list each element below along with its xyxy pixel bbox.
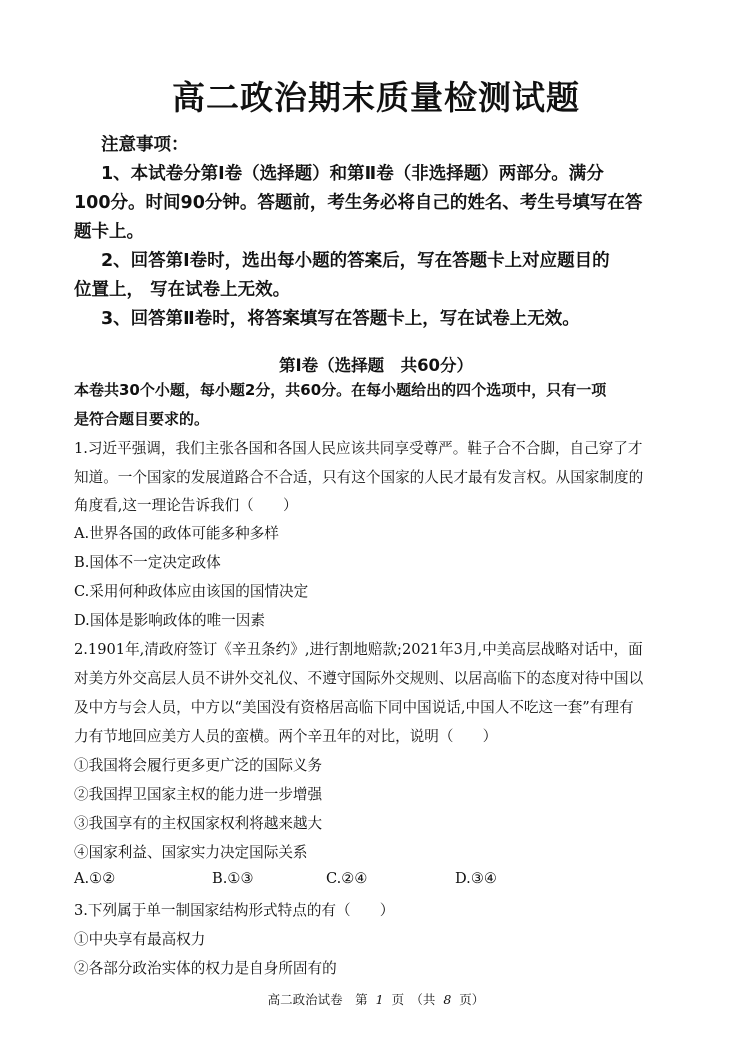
footer-label: 高二政治试卷 第 xyxy=(267,992,368,1007)
answer-choice-b: B.①③ xyxy=(212,870,254,887)
notice-line: 1、本试卷分第Ⅰ卷（选择题）和第Ⅱ卷（非选择题）两部分。满分 xyxy=(101,164,604,184)
answer-option-d: D.国体是影响政体的唯一因素 xyxy=(74,612,265,629)
notice-line: 位置上， 写在试卷上无效。 xyxy=(74,280,291,300)
question-text-line: 对美方外交高层人员不讲外交礼仪、不遵守国际外交规则、以居高临下的态度对待中国以 xyxy=(74,670,644,687)
section-intro-line: 是符合题目要求的。 xyxy=(74,410,210,428)
question-text-line: 及中方与会人员，中方以“美国没有资格居高临下同中国说话,中国人不吃这一套”有理有 xyxy=(74,699,634,716)
statement-item: ①中央享有最高权力 xyxy=(74,931,206,948)
footer-end: 页） xyxy=(459,992,485,1007)
section-title: 第Ⅰ卷（选择题 共60分） xyxy=(278,356,474,375)
question-text-line: 知道。一个国家的发展道路合不合适，只有这个国家的人民才最有发言权。从国家制度的 xyxy=(74,469,644,486)
notice-line: 100分。时间90分钟。答题前，考生务必将自己的姓名、考生号填写在答 xyxy=(74,193,643,213)
notice-line: 3、回答第Ⅱ卷时，将答案填写在答题卡上，写在试卷上无效。 xyxy=(101,309,580,329)
answer-option-a: A.世界各国的政体可能多种多样 xyxy=(74,525,279,542)
question-text-line: 角度看,这一理论告诉我们（ ） xyxy=(74,497,298,514)
statement-item: ③我国享有的主权国家权利将越来越大 xyxy=(74,815,323,832)
answer-option-c: C.采用何种政体应由该国的国情决定 xyxy=(74,583,309,600)
statement-item: ①我国将会履行更多更广泛的国际义务 xyxy=(74,757,323,774)
answer-choice-d: D.③④ xyxy=(455,870,497,887)
statement-item: ②我国捍卫国家主权的能力进一步增强 xyxy=(74,786,323,803)
answer-option-b: B.国体不一定决定政体 xyxy=(74,554,221,571)
section-intro-line: 本卷共30个小题，每小题2分，共60分。在每小题给出的四个选项中，只有一项 xyxy=(74,381,607,399)
question-text-line: 力有节地回应美方人员的蛮横。两个辛丑年的对比，说明（ ） xyxy=(74,728,498,745)
question-text-line: 2.1901年,清政府签订《辛丑条约》,进行割地赔款;2021年3月,中美高层战略对话中，面 xyxy=(74,641,643,658)
question-text-line: 1.习近平强调，我们主张各国和各国人民应该共同享受尊严。鞋子合不合脚，自己穿了才 xyxy=(74,440,643,457)
page-footer xyxy=(0,990,752,1008)
question-text-line: 3.下列属于单一制国家结构形式特点的有（ ） xyxy=(74,902,395,919)
footer-total-pages: 8 xyxy=(443,992,452,1007)
footer-separator: 页 （共 xyxy=(391,992,436,1007)
statement-item: ④国家利益、国家实力决定国际关系 xyxy=(74,844,308,861)
answer-choice-c: C.②④ xyxy=(326,870,368,887)
notice-line: 题卡上。 xyxy=(74,222,144,242)
page-title: 高二政治期末质量检测试题 xyxy=(172,78,580,117)
footer-page-number: 1 xyxy=(375,992,384,1007)
notice-line: 2、回答第Ⅰ卷时，选出每小题的答案后，写在答题卡上对应题目的 xyxy=(101,251,610,271)
statement-item: ②各部分政治实体的权力是自身所固有的 xyxy=(74,960,337,977)
notice-heading: 注意事项： xyxy=(101,135,189,155)
answer-choice-a: A.①② xyxy=(74,870,116,887)
